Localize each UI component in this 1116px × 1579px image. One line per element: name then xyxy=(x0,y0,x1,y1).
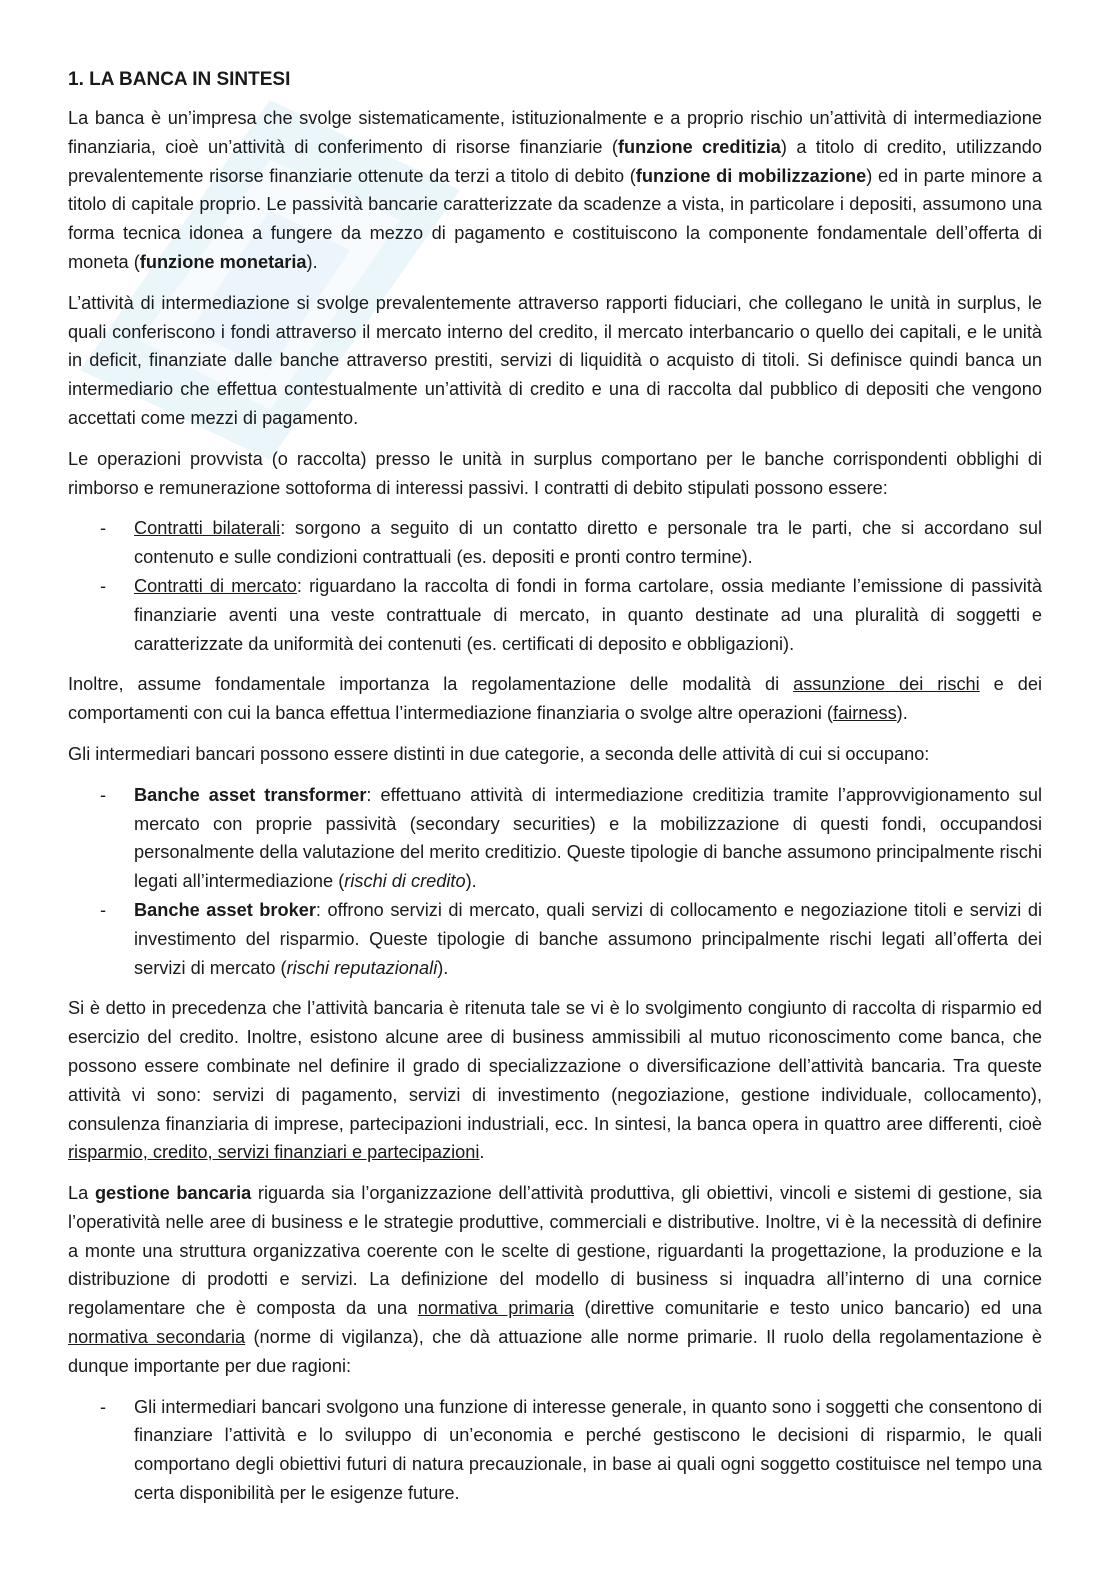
paragraph-business-areas: Si è detto in precedenza che l’attività bancaria è ritenuta tale se vi è lo svolgimento congiunto di raccolta di risparmio ed esercizio del credito. Inoltre, esistono alcune aree di business ammissibili al mutuo riconoscimento come banca, che possono essere combinate nel definire il grado di specializzazione o diversificazione dell’attività bancaria. Tra queste attività vi sono: servizi di pagamento, servizi di investimento (negoziazione, gestione individuale, collocamento), consulenza finanziaria di imprese, partecipazioni industriali, ecc. In sintesi, la banca opera in quattro aree differenti, cioè risparmio, credito, servizi finanziari e partecipazioni. xyxy=(68,998,1042,1163)
list-item: - Banche asset broker: offrono servizi di mercato, quali servizi di collocamento e negoziazione titoli e servizi di investimento del risparmio. Queste tipologie di banche assumono principalmente rischi legati all’offerta dei servizi di mercato (rischi reputazionali). xyxy=(100,899,1042,978)
paragraph-contracts-intro: Le operazioni provvista (o raccolta) presso le unità in surplus comportano per le banche corrispondenti obblighi di rimborso e remunerazione sottoforma di interessi passivi. I contratti di debito stipulati possono essere: xyxy=(68,448,1042,498)
paragraph-regulation: Inoltre, assume fondamentale importanza la regolamentazione delle modalità di assunzione dei rischi e dei comportamenti con cui la banca effettua l’intermediazione finanziaria o svolge altre operazioni (fairness). xyxy=(68,674,1042,724)
list-item: - Contratti bilaterali: sorgono a seguito di un contatto diretto e personale tra le parti, che si accordano sul contenuto e sulle condizioni contrattuali (es. depositi e pronti contro termine). xyxy=(100,518,1042,568)
reasons-list xyxy=(68,1393,1042,1508)
document-page xyxy=(68,66,1042,1520)
paragraph-categories-intro: Gli intermediari bancari possono essere distinti in due categorie, a seconda delle attività di cui si occupano: xyxy=(68,743,930,764)
paragraph-bank-management: La gestione bancaria riguarda sia l’organizzazione dell’attività produttiva, gli obiettivi, vincoli e sistemi di gestione, sia l’operatività nelle aree di business e le strategie produttive, commerciali e distributive. Inoltre, vi è la necessità di definire a monte una struttura organizzativa coerente con le scelte di gestione, riguardanti la progettazione, la produzione e la distribuzione di prodotti e servizi. La definizione del modello di business si inquadra all’interno di una cornice regolamentare che è composta da una normativa primaria (direttive comunitarie e testo unico bancario) ed una normativa secondaria (norme di vigilanza), che dà attuazione alle norme primarie. Il ruolo della regolamentazione è dunque importante per due ragioni: xyxy=(68,1183,1043,1376)
paragraph-definition: La banca è un’impresa che svolge sistematicamente, istituzionalmente e a proprio rischio un’attività di intermediazione finanziaria, cioè un’attività di conferimento di risorse finanziarie (funzione creditizia) a titolo di credito, utilizzando prevalentemente risorse finanziarie ottenute da terzi a titolo di debito (funzione di mobilizzazione) ed in parte minore a titolo di capitale proprio. Le passività bancarie caratterizzate da scadenze a vista, in particolare i depositi, assumono una forma tecnica idonea a fungere da mezzo di pagamento e costituiscono la componente fondamentale dell’offerta di moneta (funzione monetaria). xyxy=(68,108,1042,272)
list-item: - Banche asset transformer: effettuano attività di intermediazione creditizia tramite l’approvvigionamento sul mercato con proprie passività (secondary securities) e la mobilizzazione di questi fondi, occupandosi personalmente della valutazione del merito creditizio. Queste tipologie di banche assumono principalmente rischi legati all’intermediazione (rischi di credito). xyxy=(100,784,1043,892)
bank-types-list xyxy=(68,781,1042,983)
list-item: - Contratti di mercato: riguardano la raccolta di fondi in forma cartolare, ossia mediante l’emissione di passività finanziarie aventi una veste contrattuale di mercato, in quanto destinate ad una pluralità di soggetti e caratterizzate da uniformità dei contenuti (es. certificati di deposito e obbligazioni). xyxy=(100,575,1042,654)
section-heading: 1. LA BANCA IN SINTESI xyxy=(68,69,291,90)
paragraph-intermediation: L’attività di intermediazione si svolge prevalentemente attraverso rapporti fiduciari, che collegano le unità in surplus, le quali conferiscono i fondi attraverso il mercato interno del credito, il mercato interbancario o quello dei capitali, e le unità in deficit, finanziate dalle banche attraverso prestiti, servizi di liquidità o acquisto di titoli. Si definisce quindi banca un intermediario che effettua contestualmente un’attività di credito e una di raccolta dal pubblico di depositi che vengono accettati come mezzi di pagamento. xyxy=(68,292,1042,428)
contracts-list xyxy=(68,514,1042,658)
list-item: - Gli intermediari bancari svolgono una funzione di interesse generale, in quanto sono i soggetti che consentono di finanziare l’attività e lo sviluppo di un’economia e perché gestiscono le decisioni di risparmio, le quali comportano degli obiettivi futuri di natura precauzionale, in base ai quali ogni soggetto costituisce nel tempo una certa disponibilità per le esigenze future. xyxy=(100,1396,1042,1504)
